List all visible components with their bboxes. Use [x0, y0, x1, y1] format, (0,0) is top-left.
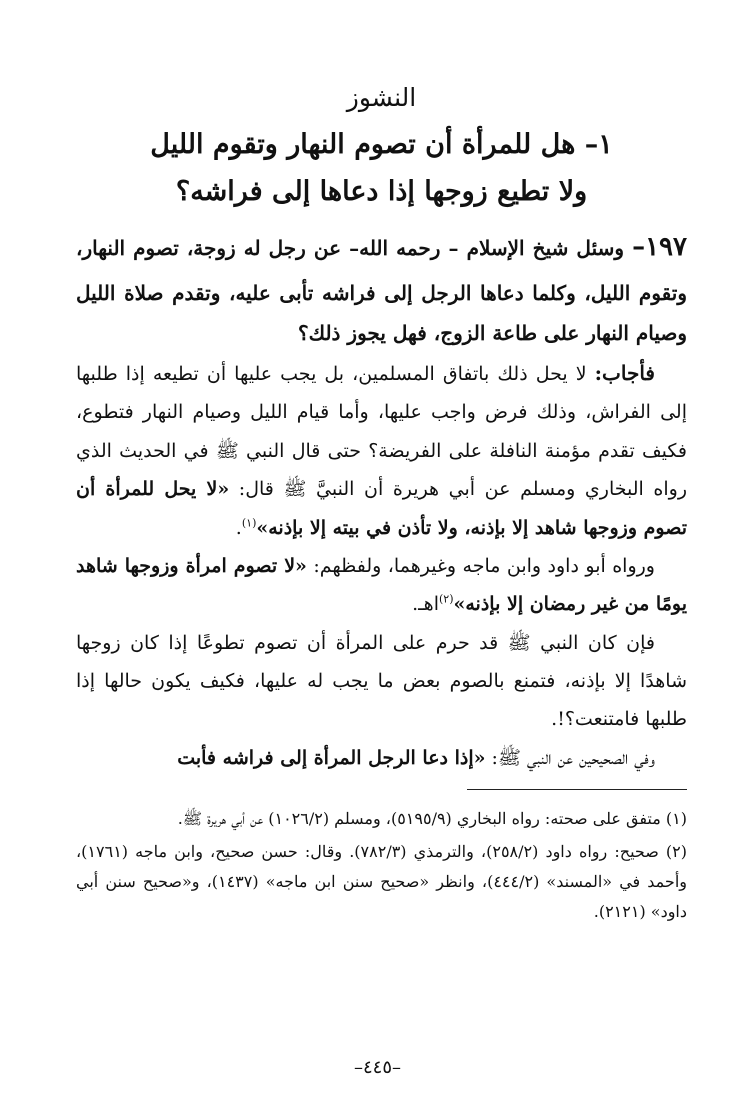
- answer-end: .: [235, 516, 242, 539]
- chapter-title: النشوز: [346, 83, 417, 112]
- paragraph-2-text: ورواه أبو داود وابن ماجه وغيرهما، ولفظهم:: [306, 554, 655, 577]
- hadith-quote-3: «إذا دعا الرجل المرأة إلى فراشه فأبت: [177, 746, 486, 769]
- page-number: –٤٤٥–: [353, 1057, 401, 1078]
- question-paragraph: [76, 221, 687, 353]
- paragraph-4-text: وفي الصحيحين عن النبي ﷺ:: [485, 746, 655, 769]
- footnotes: [76, 804, 687, 928]
- paragraph-3: فإن كان النبي ﷺ قد حرم على المرأة أن تصوم تطوعًا إذا كان زوجها شاهدًا إلا بإذنه، فتمنع بالصوم بعض ما يجب له عليها، فكيف يكون حالها إذا طلبها فامتنعت؟!.: [76, 631, 687, 731]
- question-title-line-2: ولا تطيع زوجها إذا دعاها إلى فراشه؟: [175, 175, 588, 207]
- footnote-2: (٢) صحيح: رواه داود (٢٥٨/٢)، والترمذي (٧٨٢/٣). وقال: حسن صحيح، وابن ماجه (١٧٦١)، وأحمد في «المسند» (٤٤٤/٢)، وانظر «صحيح سنن ابن ماجه» (١٤٣٧)، و«صحيح سنن أبي داود» (٢١٢١).: [76, 841, 688, 922]
- paragraph-2-end: اهـ.: [412, 593, 439, 616]
- page-content: [76, 70, 687, 1080]
- question-number: ١٩٧–: [632, 232, 687, 262]
- question-title-line-1: ١– هل للمرأة أن تصوم النهار وتقوم الليل: [150, 128, 613, 160]
- hadith-quote-1: «لا يحل للمرأة أن تصوم وزوجها شاهد إلا بإذنه، ولا تأذن في بيته إلا بإذنه»: [76, 478, 687, 539]
- hadith-quote-2: «لا تصوم امرأة وزوجها شاهد يومًا من غير رمضان إلا بإذنه»: [76, 554, 687, 616]
- answer-text: لا يحل ذلك باتفاق المسلمين، بل يجب عليها أن تطيعه إذا طلبها إلى الفراش، وذلك فرض واجب عليها، وأما قيام الليل وصيام النهار فتطوع، فكيف تقدم مؤمنة النافلة على الفريضة؟ حتى قال النبي ﷺ في الحديث الذي رواه البخاري ومسلم عن أبي هريرة أن النبيَّ ﷺ قال:: [76, 363, 688, 501]
- answer-label: فأجاب:: [594, 361, 655, 385]
- footnote-marker-1[interactable]: (١): [241, 516, 257, 530]
- question-text: وسئل شيخ الإسلام – رحمه الله– عن رجل له زوجة، تصوم النهار، وتقوم الليل، وكلما دعاها الرجل إلى فراشه تأبى عليه، وتقدم صلاة الليل وصيام النهار على طاعة الزوج، فهل يجوز ذلك؟: [76, 236, 687, 345]
- question-title: [76, 121, 687, 216]
- paragraph-2: [76, 547, 687, 624]
- answer-paragraph: [76, 353, 687, 547]
- footnote-marker-2[interactable]: (٢): [438, 592, 454, 606]
- footnote-divider: [467, 789, 687, 790]
- paragraph-4: [76, 739, 687, 777]
- footnote-1: (١) متفق على صحته: رواه البخاري (٥١٩٥/٩)، ومسلم (١٠٢٦/٢) عن أبي هريرة ﷺ.: [177, 809, 687, 829]
